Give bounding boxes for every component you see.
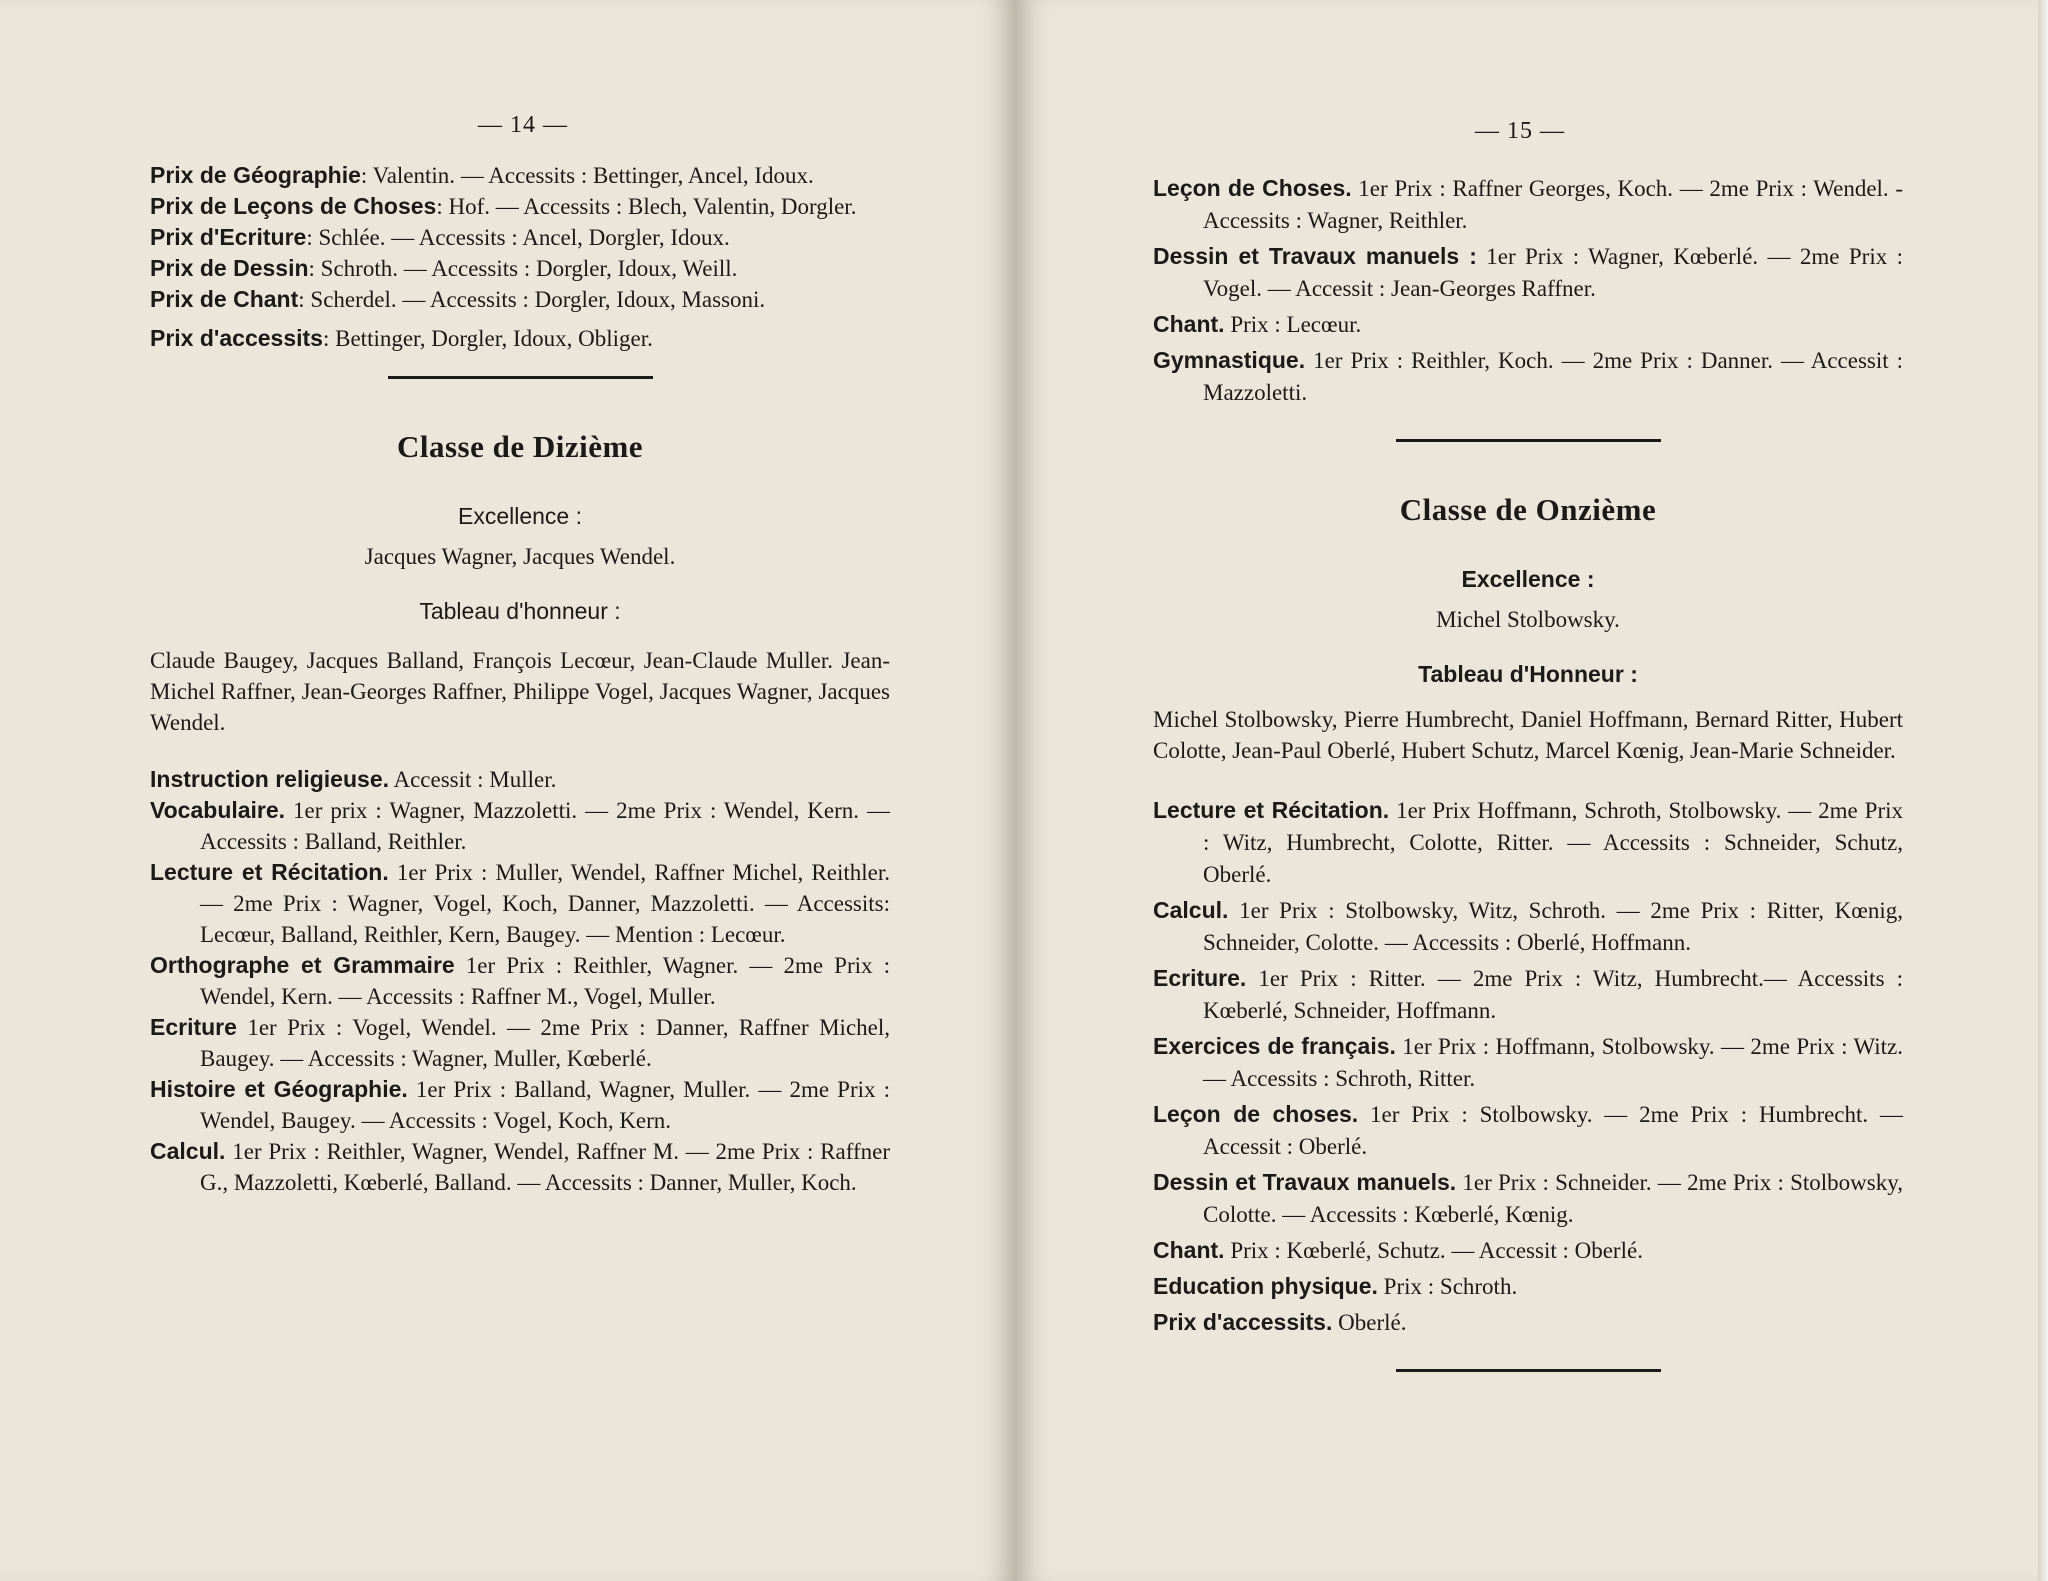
excellence-names: Jacques Wagner, Jacques Wendel. — [364, 544, 676, 569]
honor-names: Claude Baugey, Jacques Balland, François Lecœur, Jean-Claude Muller. Jean-Michel Raffner, Jean-Georges Raffner, Philippe Vogel, Jacques Wagner, Jacques Wendel. — [150, 648, 890, 735]
right-page — [1015, 0, 2048, 1581]
honor-heading: Tableau d'Honneur : — [1418, 661, 1638, 687]
subject-entry: Lecture et Récitation. 1er Prix Hoffmann, Schroth, Stolbowsky. — 2me Prix : Witz, Humbrecht, Colotte, Ritter. — Accessits : Schneider, Schutz, Oberlé. — [1153, 797, 1903, 887]
subject-entry: Calcul. 1er Prix : Stolbowsky, Witz, Schroth. — 2me Prix : Ritter, Kœnig, Schneider, Colotte. — Accessits : Oberlé, Hoffmann. — [1153, 897, 1903, 955]
honor-heading: Tableau d'honneur : — [419, 598, 621, 624]
subject-entry: Exercices de français. 1er Prix : Hoffmann, Stolbowsky. — 2me Prix : Witz. — Accessits : Schroth, Ritter. — [1153, 1033, 1903, 1091]
subject-entry: Calcul. 1er Prix : Reithler, Wagner, Wendel, Raffner M. — 2me Prix : Raffner G., Mazzoletti, Kœberlé, Balland. — Accessits : Danner, Muller, Koch. — [150, 1138, 890, 1195]
excellence-heading: Excellence : — [457, 503, 582, 529]
excellence-heading: Excellence : — [1461, 566, 1595, 592]
class-title: Classe de Onzième — [1399, 492, 1657, 527]
subject-entry: Ecriture. 1er Prix : Ritter. — 2me Prix : Witz, Humbrecht.— Accessits : Kœberlé, Schneider, Hoffmann. — [1153, 965, 1903, 1023]
subject-entry: Dessin et Travaux manuels. 1er Prix : Schneider. — 2me Prix : Stolbowsky, Colotte. — Accessits : Kœberlé, Kœnig. — [1153, 1169, 1903, 1227]
prize-entry: Prix d'Ecriture: Schlée. — Accessits : Ancel, Dorgler, Idoux. — [150, 224, 730, 250]
prize-entry: Prix d'accessits: Bettinger, Dorgler, Idoux, Obliger. — [150, 325, 653, 351]
section-divider — [1396, 439, 1661, 442]
subject-entry: Education physique. Prix : Schroth. — [1153, 1273, 1518, 1299]
page-number: — 15 — — [1475, 118, 1565, 144]
section-divider — [388, 376, 653, 379]
page-number: — 14 — — [478, 112, 568, 138]
subject-entry: Vocabulaire. 1er prix : Wagner, Mazzoletti. — 2me Prix : Wendel, Kern. — Accessits : Balland, Reithler. — [150, 797, 890, 854]
subject-entry: Ecriture 1er Prix : Vogel, Wendel. — 2me Prix : Danner, Raffner Michel, Baugey. — Accessits : Wagner, Muller, Kœberlé. — [150, 1014, 890, 1071]
subject-entry: Lecture et Récitation. 1er Prix : Muller, Wendel, Raffner Michel, Reithler. — 2me Prix : Wagner, Vogel, Koch, Danner, Mazzoletti. — Accessits: Lecœur, Balland, Reithler, Kern, Baugey. — Mention : Lecœur. — [150, 859, 890, 947]
page-edge — [2038, 0, 2048, 1581]
left-page-content — [150, 160, 890, 1198]
prize-entry: Chant. Prix : Lecœur. — [1153, 311, 1362, 337]
subject-entry: Histoire et Géographie. 1er Prix : Balland, Wagner, Muller. — 2me Prix : Wendel, Baugey. — Accessits : Vogel, Koch, Kern. — [150, 1076, 891, 1133]
right-page-content — [1153, 172, 1903, 1372]
prize-entry: Prix de Géographie: Valentin. — Accessits : Bettinger, Ancel, Idoux. — [150, 162, 814, 188]
prize-entry: Leçon de Choses. 1er Prix : Raffner Georges, Koch. — 2me Prix : Wendel. - Accessits : Wagner, Reithler. — [1153, 175, 1903, 233]
class-title: Classe de Dizième — [396, 429, 644, 464]
subject-entry: Instruction religieuse. Accessit : Muller. — [150, 766, 557, 792]
prize-entry: Prix de Leçons de Choses: Hof. — Accessits : Blech, Valentin, Dorgler. — [150, 193, 857, 219]
honor-names: Michel Stolbowsky, Pierre Humbrecht, Daniel Hoffmann, Bernard Ritter, Hubert Colotte, Jean-Paul Oberlé, Hubert Schutz, Marcel Kœnig, Jean-Marie Schneider. — [1153, 707, 1903, 763]
prize-entry: Dessin et Travaux manuels : 1er Prix : Wagner, Kœberlé. — 2me Prix : Vogel. — Accessit : Jean-Georges Raffner. — [1153, 243, 1903, 301]
subject-entry: Prix d'accessits. Oberlé. — [1153, 1309, 1407, 1335]
subject-entry: Chant. Prix : Kœberlé, Schutz. — Accessit : Oberlé. — [1153, 1237, 1643, 1263]
subject-entry: Orthographe et Grammaire 1er Prix : Reithler, Wagner. — 2me Prix : Wendel, Kern. — Accessits : Raffner M., Vogel, Muller. — [150, 952, 890, 1009]
prize-entry: Prix de Dessin: Schroth. — Accessits : Dorgler, Idoux, Weill. — [150, 255, 738, 281]
prize-entry: Gymnastique. 1er Prix : Reithler, Koch. — 2me Prix : Danner. — Accessit : Mazzoletti. — [1153, 347, 1903, 405]
section-divider — [1396, 1369, 1661, 1372]
excellence-names: Michel Stolbowsky. — [1436, 607, 1620, 632]
left-page — [0, 0, 1015, 1581]
prize-entry: Prix de Chant: Scherdel. — Accessits : Dorgler, Idoux, Massoni. — [150, 286, 766, 312]
subject-entry: Leçon de choses. 1er Prix : Stolbowsky. — 2me Prix : Humbrecht. — Accessit : Oberlé. — [1153, 1101, 1903, 1159]
